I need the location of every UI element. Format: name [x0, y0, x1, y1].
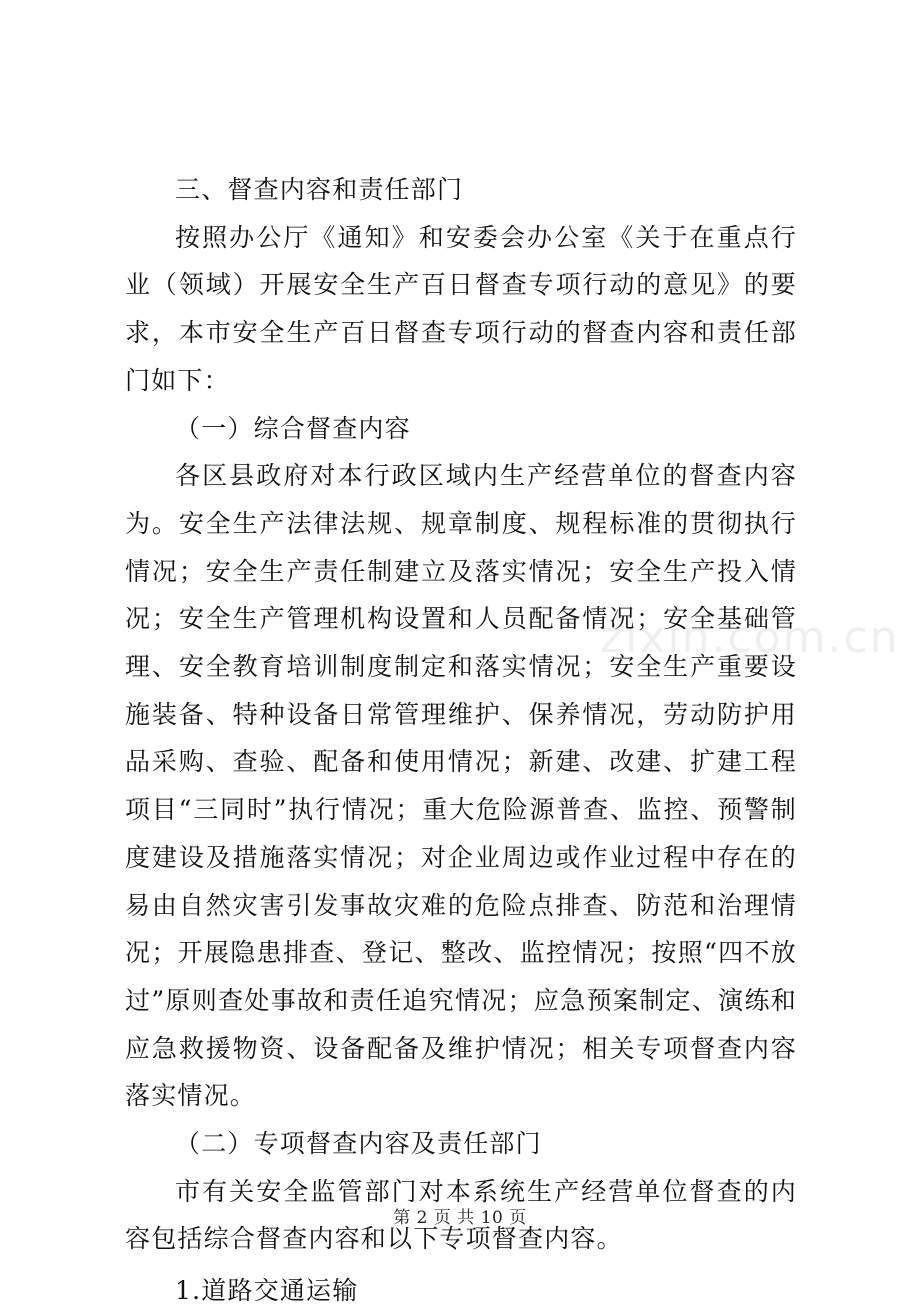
- subsection-2-body: 市有关安全监管部门对本系统生产经营单位督查的内容包括综合督查内容和以下专项督查内容。: [125, 1176, 797, 1254]
- document-body: [125, 166, 797, 1315]
- page-footer: 第 2 页 共 10 页: [393, 1208, 527, 1228]
- intro-paragraph: 按照办公厅《通知》和安委会办公室《关于在重点行业（领域）开展安全生产百日督查专项行动的意见》的要求，本市安全生产百日督查专项行动的督查内容和责任部门如下：: [125, 222, 797, 395]
- subsection-1-body: 各区县政府对本行政区域内生产经营单位的督查内容为。安全生产法律法规、规章制度、规程标准的贯彻执行情况；安全生产责任制建立及落实情况；安全生产投入情况；安全生产管理机构设置和人员配备情况；安全基础管理、安全教育培训制度制定和落实情况；安全生产重要设施装备、特种设备日常管理维护、保养情况，劳动防护用品采购、查验、配备和使用情况；新建、改建、扩建工程项目“三同时”执行情况；重大危险源普查、监控、预警制度建设及措施落实情况；对企业周边或作业过程中存在的易由自然灾害引发事故灾难的危险点排查、防范和治理情况；开展隐患排查、登记、整改、监控情况；按照“四不放过”原则查处事故和责任追究情况；应急预案制定、演练和应急救援物资、设备配备及维护情况；相关专项督查内容落实情况。: [125, 461, 797, 1111]
- list-item-1: 1.道路交通运输: [175, 1276, 359, 1306]
- watermark: zixin.com.cn: [600, 612, 900, 663]
- subsection-2-title: （二）专项督查内容及责任部门: [175, 1129, 542, 1159]
- subsection-1-title: （一）综合督查内容: [175, 413, 411, 443]
- section-title: 三、督查内容和责任部门: [175, 175, 464, 204]
